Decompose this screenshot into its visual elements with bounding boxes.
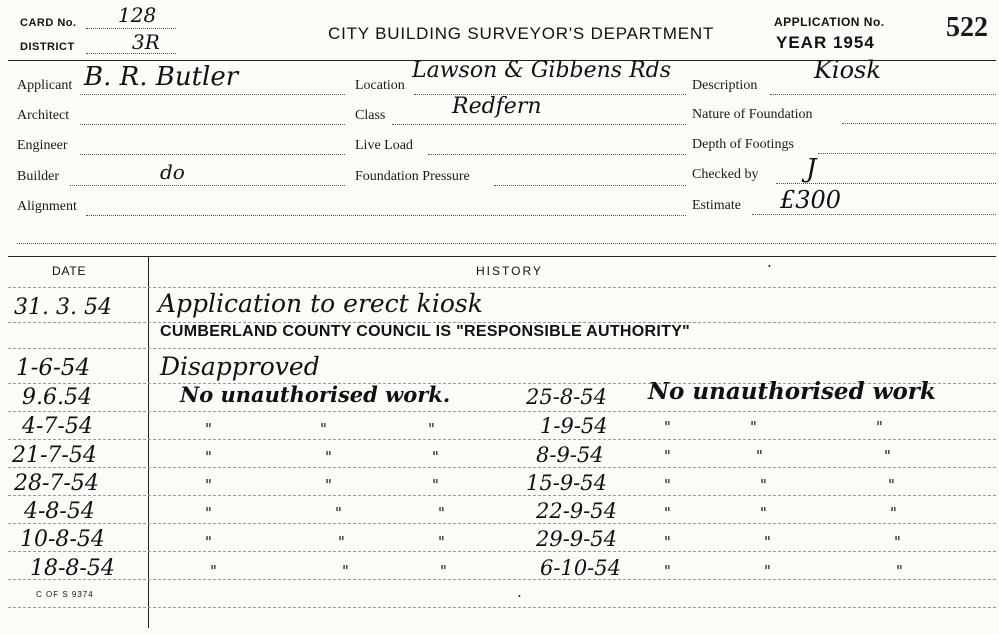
ditto-mark: " [325,448,332,466]
history-entry: No unauthorised work. [180,382,451,407]
ditto-mark: " [432,476,439,494]
ditto-mark: " [764,562,771,580]
history-date-right: 6-10-54 [540,556,621,580]
card-no-line [86,28,176,29]
application-no-label: APPLICATION No. [774,15,885,29]
ditto-mark: " [438,533,445,551]
ditto-mark: " [876,418,883,436]
ditto-mark: " [890,504,897,522]
history-rule [8,439,996,440]
history-date: 4-7-54 [22,414,93,439]
location-label: Location [355,78,405,93]
alignment-label: Alignment [17,199,77,214]
architect-line [80,124,345,125]
location-value: Lawson & Gibbens Rds [412,58,672,83]
class-label: Class [355,108,386,123]
history-rule [8,411,996,412]
ditto-mark: " [205,533,212,551]
depth-of-footings-line [818,153,996,154]
history-date-right: 29-9-54 [536,527,617,551]
district-label: DISTRICT [20,41,75,53]
engineer-label: Engineer [17,138,68,153]
builder-line [70,185,345,186]
applicant-label: Applicant [17,78,73,93]
history-rule [8,579,996,580]
ditto-mark: " [428,420,435,438]
builder-value: do [160,160,185,184]
ditto-mark: " [884,447,891,465]
ditto-mark: " [205,476,212,494]
history-rule [8,467,996,468]
ditto-mark: " [888,476,895,494]
history-header-rule [8,287,996,288]
estimate-value: £300 [780,186,842,214]
ditto-mark: " [664,504,671,522]
history-date: 1-6-54 [16,355,91,381]
history-rule [8,523,996,524]
history-date: 21-7-54 [12,443,97,468]
ditto-mark: " [320,420,327,438]
ditto-mark: " [664,476,671,494]
ditto-mark: " [325,476,332,494]
ditto-mark: " [896,562,903,580]
history-entry-right: No unauthorised work [648,378,936,405]
class-line [392,124,686,125]
ditto-mark: " [664,562,671,580]
ditto-mark: " [432,448,439,466]
ditto-mark: " [750,418,757,436]
nature-of-foundation-label: Nature of Foundation [692,107,813,122]
history-date: 4-8-54 [24,499,95,524]
department-title: CITY BUILDING SURVEYOR'S DEPARTMENT [328,24,715,43]
live-load-line [428,154,686,155]
date-header: DATE [52,264,87,278]
card-no-label: CARD No. [20,17,77,29]
history-entry: Application to erect kiosk [158,289,483,318]
history-top-rule [8,256,996,257]
ditto-mark: " [210,562,217,580]
description-line [770,94,996,95]
ink-dot: • [518,592,521,601]
responsible-authority-stamp: CUMBERLAND COUNTY COUNCIL IS "RESPONSIBLE AUTHORITY" [160,323,691,340]
ditto-mark: " [342,562,349,580]
ditto-mark: " [894,533,901,551]
applicant-value: B. R. Butler [84,62,239,92]
history-date-right: 22-9-54 [536,499,617,523]
history-rule [8,607,996,608]
nature-of-foundation-line [842,123,996,124]
engineer-line [80,154,345,155]
live-load-label: Live Load [355,138,413,153]
history-date-right: 15-9-54 [526,471,607,495]
date-column-divider [148,256,149,628]
history-entry: Disapproved [160,352,320,381]
description-value: Kiosk [814,56,881,84]
alignment-line [86,215,686,216]
ditto-mark: " [335,504,342,522]
ditto-mark: " [664,533,671,551]
ditto-mark: " [760,504,767,522]
history-header: HISTORY [476,264,543,278]
ditto-mark: " [338,533,345,551]
estimate-line [752,214,996,215]
ink-dot: • [768,262,771,271]
ditto-mark: " [438,504,445,522]
foundation-pressure-line [494,185,686,186]
history-date: 18-8-54 [30,556,115,581]
builder-label: Builder [17,169,59,184]
history-date: 31. 3. 54 [14,295,112,320]
estimate-label: Estimate [692,198,741,213]
district-line [86,53,176,54]
ditto-mark: " [664,447,671,465]
ditto-mark: " [760,476,767,494]
architect-label: Architect [17,108,70,123]
ditto-mark: " [440,562,447,580]
ditto-mark: " [764,533,771,551]
fields-bottom-line [17,243,996,244]
history-date: 9.6.54 [22,385,92,410]
foundation-pressure-label: Foundation Pressure [355,169,470,184]
year-label: YEAR 1954 [776,33,875,52]
history-date-right: 8-9-54 [536,443,604,467]
checked-by-label: Checked by [692,167,759,182]
ditto-mark: " [205,448,212,466]
history-rule [8,495,996,496]
history-date: 28-7-54 [14,471,99,496]
checked-by-value: J [806,154,817,184]
ditto-mark: " [205,420,212,438]
depth-of-footings-label: Depth of Footings [692,137,794,152]
form-code: C OF S 9374 [36,590,94,599]
ditto-mark: " [664,418,671,436]
card-no-value: 128 [118,3,157,27]
history-date-right: 1-9-54 [540,414,608,438]
history-rule [8,348,996,349]
applicant-line [80,94,345,95]
application-no-value: 522 [946,12,988,43]
ditto-mark: " [205,504,212,522]
ditto-mark: " [756,447,763,465]
history-date-right: 25-8-54 [526,385,607,409]
description-label: Description [692,78,758,93]
history-date: 10-8-54 [20,527,105,552]
class-value: Redfern [452,94,542,119]
history-rule [8,551,996,552]
district-value: 3R [132,30,160,54]
